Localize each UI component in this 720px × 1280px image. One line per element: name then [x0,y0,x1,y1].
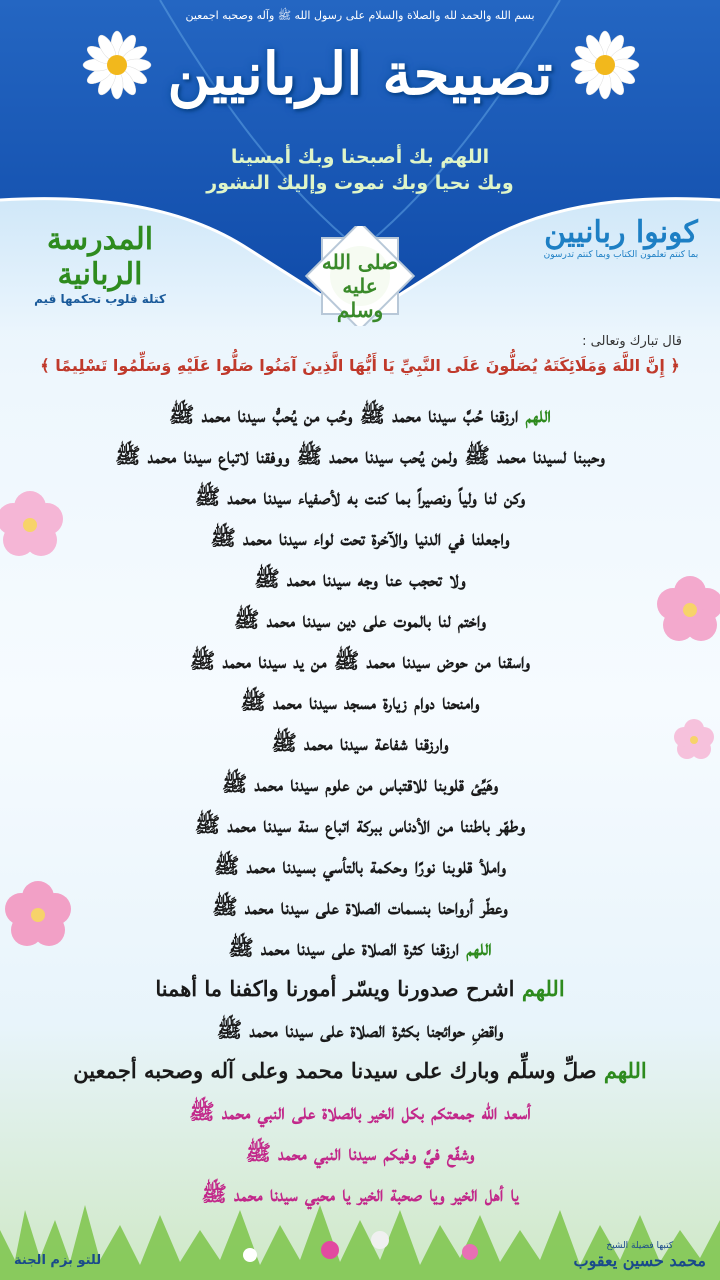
signature-name: محمد حسين يعقوب [573,1251,706,1270]
quran-verse: ﴿ إِنَّ اللَّهَ وَمَلَائِكَتَهُ يُصَلُّونَ عَلَى النَّبِيِّ يَا أَيُّهَا الَّذِينَ آمَنُوا صَلُّوا عَلَيْهِ وَسَلِّمُوا تَسْلِيمًا ﴾ [40,356,680,375]
signature-caption: كتبها فضيلة الشيخ [606,1241,674,1251]
dua-line-text: ولا تحجب عنا وجه سيدنا محمد ﷺ [254,566,466,591]
dua-line-text: وعطّر أرواحنا بنسمات الصلاة على سيدنا محمد ﷺ [212,894,508,919]
dua-line-text: واملأ قلوبنا نورًا وحكمة بالتأسي بسيدنا محمد ﷺ [214,853,506,878]
dua-line-text: ارزقنا حُبَّ سيدنا محمد ﷺ وحُب من يُحبُّ سيدنا محمد ﷺ [169,402,526,427]
dua-line [20,517,700,558]
dua-line [20,804,700,845]
madrasa-logo [10,222,190,306]
dua-line-text: وشفّع فيَّ وفيكم سيدنا النبي محمد ﷺ [245,1140,475,1165]
dua-line [20,845,700,886]
footer-channel: للتو بزم الجنة [14,1253,102,1268]
dua-line [20,476,700,517]
dua-line-text: وطهّر باطننا من الأدناس ببركة اتباع سنة سيدنا محمد ﷺ [194,812,526,837]
dua-line [20,599,700,640]
intro-qal: قال تبارك وتعالى : [582,334,682,349]
dua-line [20,1173,700,1214]
daisy-left-icon [82,30,152,100]
madrasa-logo-slogan: كتلة قلوب تحكمها قيم [34,292,166,306]
dua-lines [20,394,700,1214]
salawat-line-2: عليه [342,274,378,298]
dua-line [20,763,700,804]
dua-line [20,968,700,1009]
allahumma-word: اللهم [603,1058,647,1083]
dua-line-text: اشرح صدورنا ويسّر أمورنا واكفنا ما أهمنا [155,976,522,1001]
dua-line [20,886,700,927]
daisy-right-icon [570,30,640,100]
allahumma-word: اللهم [525,402,551,427]
dua-line-text: وامنحنا دوام زيارة مسجد سيدنا محمد ﷺ [240,689,480,714]
kunu-logo-title: كونوا ربانيين [544,215,698,250]
dua-line [20,1091,700,1132]
dua-line-text: وارزقنا شفاعة سيدنا محمد ﷺ [271,730,449,755]
dua-line [20,1132,700,1173]
allahumma-word: اللهم [466,935,492,960]
dua-line [20,681,700,722]
allahumma-word: اللهم [521,976,565,1001]
dua-line-text: يا أهل الخير ويا صحبة الخير يا محبي سيدنا محمد ﷺ [201,1181,519,1206]
salawat-emblem [290,226,430,326]
dua-line-text: وهَيِّئ قلوبنا للاقتباس من علوم سيدنا محمد ﷺ [221,771,499,796]
dua-line [20,927,700,968]
dua-line [20,435,700,476]
kunu-logo-verse: بما كنتم تعلمون الكتاب وبما كنتم تدرسون [543,250,699,260]
dua-line-text: واختم لنا بالموت على دين سيدنا محمد ﷺ [234,607,486,632]
dua-line-text: وحببنا لسيدنا محمد ﷺ ولمن يُحب سيدنا محمد ﷺ ووفقنا لاتباع سيدنا محمد ﷺ [115,443,605,468]
salawat-text [290,250,430,322]
dua-line-text: أسعد الله جمعتكم بكل الخير بالصلاة على النبي محمد ﷺ [189,1099,531,1124]
dua-line [20,722,700,763]
salawat-line-1: صلى الله [321,250,399,274]
page-title: تصبيحة الربانيين [167,40,553,108]
basmala-line: بسم الله والحمد لله والصلاة والسلام على رسول الله ﷺ وآله وصحبه اجمعين [185,9,535,22]
dua-line [20,558,700,599]
dua-line-text: واجعلنا في الدنيا والآخرة تحت لواء سيدنا محمد ﷺ [210,525,510,550]
dua-line [20,1009,700,1050]
dua-line-text: واقضِ حوائجنا بكثرة الصلاة على سيدنا محمد ﷺ [216,1017,504,1042]
kunu-rabbaniyyin-logo [536,215,706,260]
subtitle-line-2: وبك نحيا وبك نموت وإليك النشور [206,172,514,194]
dua-line [20,394,700,435]
salawat-line-3: وسلم [336,298,384,322]
dua-line-text: ارزقنا كثرة الصلاة على سيدنا محمد ﷺ [228,935,467,960]
dua-line [20,1050,700,1091]
subtitle-line-1: اللهم بك أصبحنا وبك أمسينا [230,146,490,168]
dua-line-text: واسقنا من حوض سيدنا محمد ﷺ من يد سيدنا محمد ﷺ [189,648,531,673]
dua-line-text: وكن لنا ولياً ونصيراً بما كنت به لأصفياء سيدنا محمد ﷺ [194,484,526,509]
madrasa-logo-title: المدرسة الربانية [46,222,154,292]
footer-signature [574,1241,706,1270]
dua-line-text: صلِّ وسلِّم وبارك على سيدنا محمد وعلى آله وصحبه أجمعين [73,1058,604,1083]
dua-line [20,640,700,681]
